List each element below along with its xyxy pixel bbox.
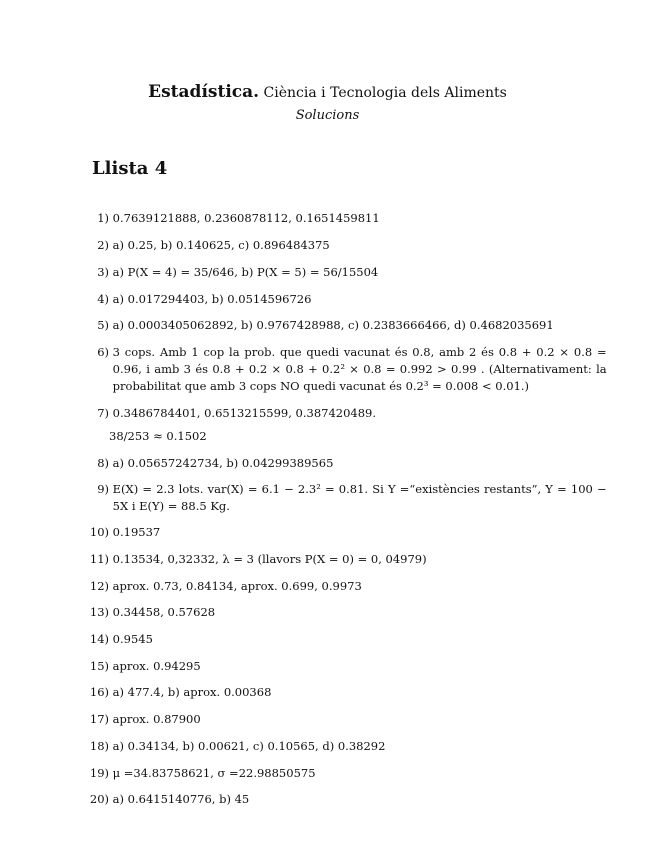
title-subject: Estadística. [148, 82, 260, 102]
item-text: μ =34.83758621, σ =22.98850575 [112, 766, 316, 780]
item-number: 1) [97, 211, 109, 225]
item-number: 9) [97, 482, 109, 496]
solution-item-3 [82, 264, 606, 281]
item-text: 0.19537 [112, 525, 161, 539]
solution-item-9 [82, 481, 606, 515]
solution-item-1 [82, 210, 606, 227]
item-number: 10) [89, 525, 109, 539]
item-number: 16) [89, 685, 109, 699]
item-number: 5) [97, 318, 109, 332]
item-continuation: 38/253 ≈ 0.1502 [109, 429, 207, 443]
solution-item-14 [82, 631, 606, 648]
item-text: a) 0.05657242734, b) 0.04299389565 [112, 456, 334, 470]
item-text: aprox. 0.94295 [112, 659, 201, 673]
item-text: aprox. 0.87900 [112, 712, 201, 726]
item-text: aprox. 0.73, 0.84134, aprox. 0.699, 0.9973 [112, 579, 362, 593]
item-number: 2) [97, 238, 109, 252]
item-text: 0.13534, 0,32332, λ = 3 (llavors P(X = 0) = 0, 04979) [112, 552, 427, 566]
solution-item-20 [82, 791, 606, 808]
section-heading: Llista 4 [92, 158, 168, 179]
item-number: 3) [97, 265, 109, 279]
item-number: 11) [89, 552, 109, 566]
solution-item-13 [82, 604, 606, 621]
solution-item-2 [82, 237, 606, 254]
item-text: a) 0.25, b) 0.140625, c) 0.896484375 [112, 238, 330, 252]
title-course: Ciència i Tecnologia dels Aliments [263, 85, 507, 101]
item-text: 0.3486784401, 0.6513215599, 0.387420489. [112, 406, 377, 420]
item-number: 14) [89, 632, 109, 646]
item-number: 8) [97, 456, 109, 470]
item-number: 18) [89, 739, 109, 753]
solution-item-17 [82, 711, 606, 728]
item-number: 19) [89, 766, 109, 780]
item-text: E(X) = 2.3 lots. var(X) = 6.1 − 2.3² = 0.81. Si Y =“existències restants”, Y = 100 − 5X i E(Y) = 88.5 Kg. [112, 482, 607, 513]
item-text: 0.34458, 0.57628 [112, 605, 216, 619]
item-number: 7) [97, 406, 109, 420]
solution-item-6 [82, 344, 606, 395]
item-text: 0.7639121888, 0.2360878112, 0.1651459811 [112, 211, 380, 225]
item-number: 15) [89, 659, 109, 673]
solution-item-7 [82, 405, 606, 445]
solution-item-12 [82, 578, 606, 595]
solution-item-18 [82, 738, 606, 755]
item-text: a) 0.6415140776, b) 45 [112, 792, 250, 806]
item-text: a) 0.34134, b) 0.00621, c) 0.10565, d) 0.38292 [112, 739, 386, 753]
item-number: 12) [89, 579, 109, 593]
solution-item-19 [82, 765, 606, 782]
document-subtitle: Solucions [295, 108, 360, 123]
item-number: 13) [89, 605, 109, 619]
solution-item-8 [82, 455, 606, 472]
item-text: 0.9545 [112, 632, 153, 646]
solution-item-10 [82, 524, 606, 541]
item-text: a) P(X = 4) = 35/646, b) P(X = 5) = 56/15504 [112, 265, 379, 279]
item-number: 20) [89, 792, 109, 806]
item-text: a) 0.0003405062892, b) 0.9767428988, c) 0.2383666466, d) 0.4682035691 [112, 318, 554, 332]
item-text: a) 477.4, b) aprox. 0.00368 [112, 685, 272, 699]
item-text: a) 0.017294403, b) 0.0514596726 [112, 292, 312, 306]
solution-item-4 [82, 291, 606, 308]
solution-item-5 [82, 317, 606, 334]
item-number: 6) [97, 345, 109, 359]
item-text: 3 cops. Amb 1 cop la prob. que quedi vacunat és 0.8, amb 2 és 0.8 + 0.2 × 0.8 = 0.96, i amb 3 és 0.8 + 0.2 × 0.8 + 0.2² × 0.8 = 0.992 > 0.99 . (Alternativament: la probabilitat que amb 3 cops NO quedi vacunat és 0.2³ = 0.008 < 0.01.) [112, 345, 607, 393]
solution-item-16 [82, 684, 606, 701]
solution-item-15 [82, 658, 606, 675]
item-number: 4) [97, 292, 109, 306]
solution-item-11 [82, 551, 606, 568]
item-number: 17) [89, 712, 109, 726]
